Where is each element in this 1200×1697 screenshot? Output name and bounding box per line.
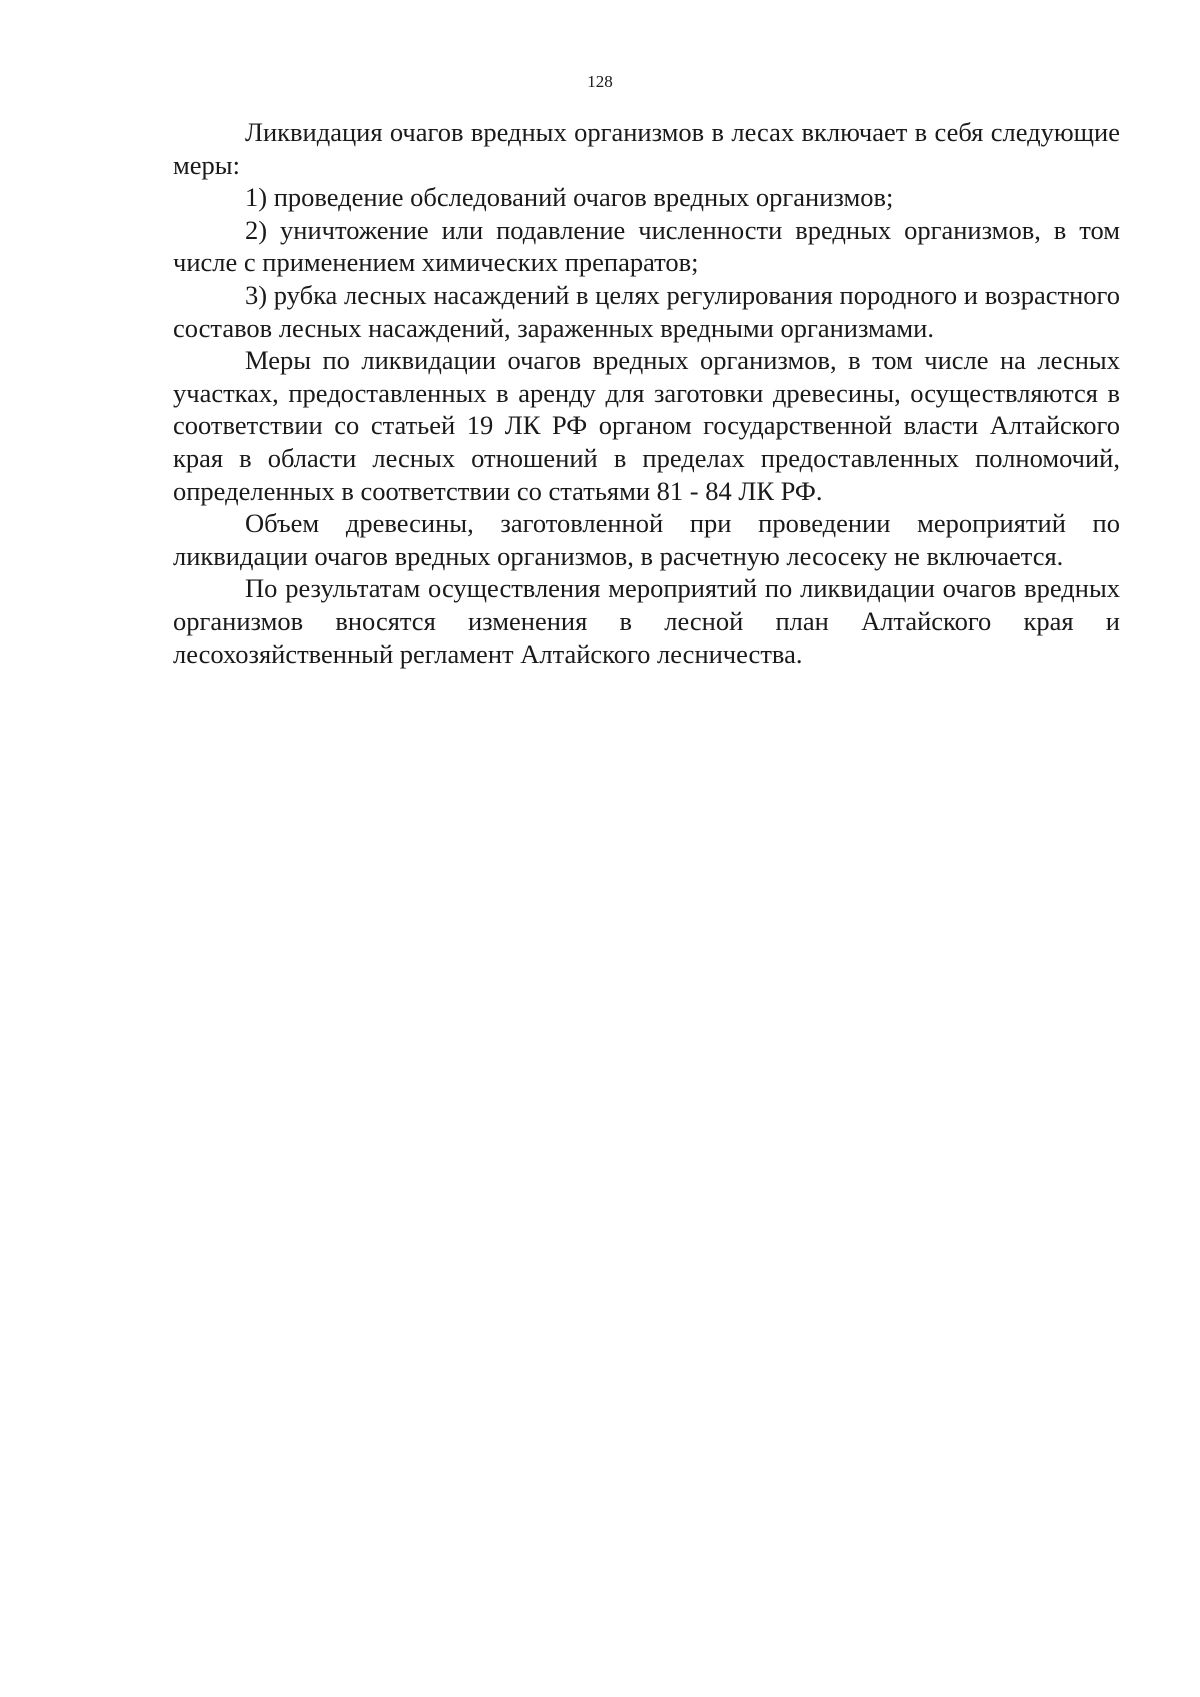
list-item-2: 2) уничтожение или подавление численности вредных организмов, в том числе с применением химических препаратов; (173, 214, 1120, 278)
paragraph-intro: Ликвидация очагов вредных организмов в лесах включает в себя следующие меры: (173, 117, 1120, 180)
paragraph-volume: Объем древесины, заготовленной при проведении мероприятий по ликвидации очагов вредных организмов, в расчетную лесосеку не включается. (173, 508, 1120, 571)
page-number: 128 (587, 72, 613, 91)
list-item-3: 3) рубка лесных насаждений в целях регулирования породного и возрастного составов лесных насаждений, зараженных вредными организмами. (173, 279, 1120, 343)
paragraph-measures: Меры по ликвидации очагов вредных организмов, в том числе на лесных участках, предоставленных в аренду для заготовки древесины, осуществляются в соответствии со статьей 19 ЛК РФ органом государственной власти Алтайского края в области лесных отношений в пределах предоставленных полномочий, определенных в соответствии со статьями 81 - 84 ЛК РФ. (173, 345, 1120, 506)
document-body (173, 116, 1120, 670)
paragraph-results: По результатам осуществления мероприятий по ликвидации очагов вредных организмов вносятся изменения в лесной план Алтайского края и лесохозяйственный регламент Алтайского лесничества. (173, 573, 1120, 669)
list-item-1: 1) проведение обследований очагов вредных организмов; (245, 182, 894, 213)
